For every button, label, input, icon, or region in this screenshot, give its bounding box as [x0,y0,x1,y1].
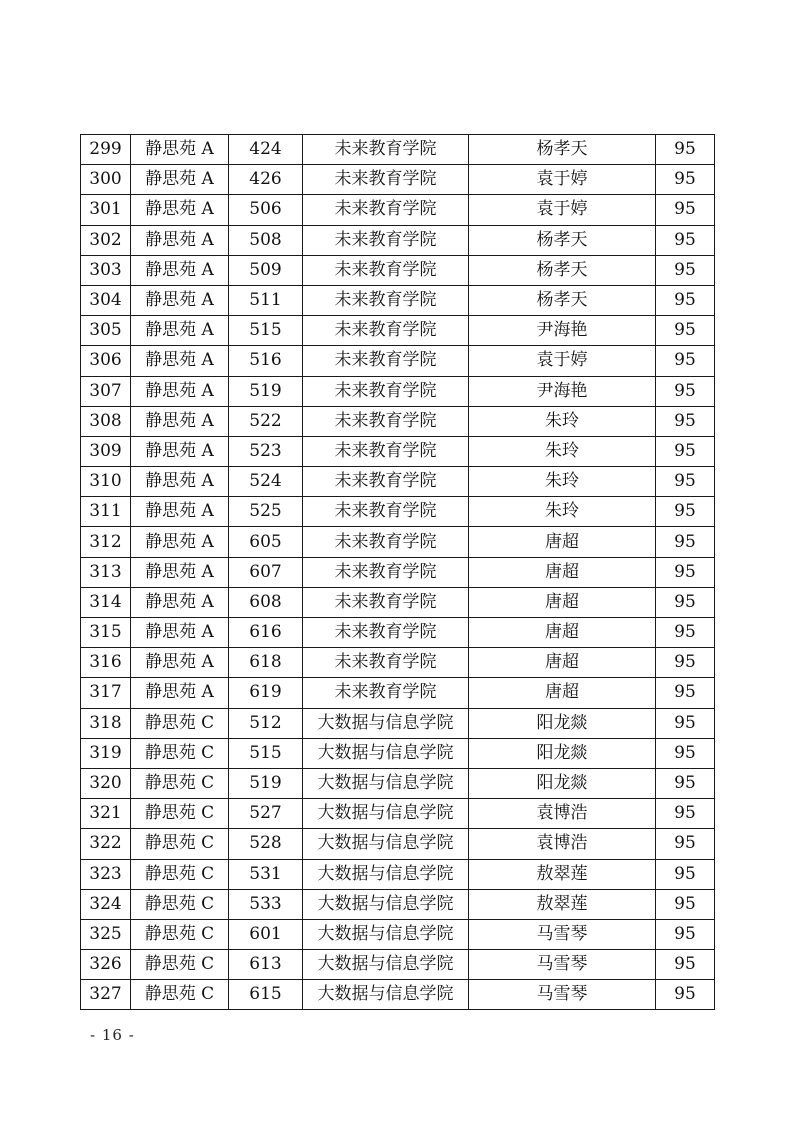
page-number: - 16 - [90,1026,135,1044]
row-number-cell: 302 [81,225,131,255]
table-row [81,919,715,949]
row-number-cell: 325 [81,919,131,949]
row-number-cell: 320 [81,768,131,798]
row-number-cell: 314 [81,587,131,617]
table-row [81,285,715,315]
score-cell: 95 [656,557,715,587]
score-cell: 95 [656,708,715,738]
row-number-cell: 319 [81,738,131,768]
staff-name-cell: 唐超 [469,618,656,648]
score-cell: 95 [656,285,715,315]
room-number-cell: 608 [229,587,303,617]
score-cell: 95 [656,406,715,436]
building-cell: 静思苑 C [131,829,229,859]
room-number-cell: 508 [229,225,303,255]
staff-name-cell: 袁博浩 [469,829,656,859]
staff-name-cell: 唐超 [469,527,656,557]
table-body [81,135,715,1010]
table-row [81,708,715,738]
room-number-cell: 516 [229,346,303,376]
building-cell: 静思苑 A [131,497,229,527]
college-cell: 未来教育学院 [303,557,469,587]
room-number-cell: 515 [229,316,303,346]
college-cell: 未来教育学院 [303,618,469,648]
room-number-cell: 426 [229,165,303,195]
building-cell: 静思苑 A [131,678,229,708]
college-cell: 未来教育学院 [303,497,469,527]
staff-name-cell: 袁于婷 [469,195,656,225]
college-cell: 大数据与信息学院 [303,738,469,768]
building-cell: 静思苑 C [131,738,229,768]
college-cell: 大数据与信息学院 [303,799,469,829]
room-number-cell: 519 [229,376,303,406]
staff-name-cell: 敖翠莲 [469,889,656,919]
college-cell: 未来教育学院 [303,648,469,678]
row-number-cell: 299 [81,135,131,165]
table-row [81,467,715,497]
staff-name-cell: 马雪琴 [469,919,656,949]
table-row [81,980,715,1010]
building-cell: 静思苑 A [131,255,229,285]
college-cell: 大数据与信息学院 [303,768,469,798]
college-cell: 未来教育学院 [303,406,469,436]
staff-name-cell: 阳龙燚 [469,708,656,738]
score-cell: 95 [656,768,715,798]
score-cell: 95 [656,919,715,949]
score-cell: 95 [656,195,715,225]
row-number-cell: 318 [81,708,131,738]
table-row [81,497,715,527]
score-cell: 95 [656,165,715,195]
room-number-cell: 528 [229,829,303,859]
row-number-cell: 309 [81,436,131,466]
score-cell: 95 [656,799,715,829]
table-row [81,376,715,406]
staff-name-cell: 阳龙燚 [469,768,656,798]
dormitory-score-table [80,134,715,1010]
room-number-cell: 519 [229,768,303,798]
building-cell: 静思苑 A [131,527,229,557]
table-row [81,618,715,648]
score-cell: 95 [656,346,715,376]
college-cell: 未来教育学院 [303,165,469,195]
row-number-cell: 326 [81,950,131,980]
staff-name-cell: 唐超 [469,557,656,587]
row-number-cell: 311 [81,497,131,527]
table-row [81,829,715,859]
row-number-cell: 323 [81,859,131,889]
room-number-cell: 515 [229,738,303,768]
staff-name-cell: 唐超 [469,678,656,708]
table-row [81,648,715,678]
table-row [81,859,715,889]
table-row [81,225,715,255]
building-cell: 静思苑 A [131,376,229,406]
staff-name-cell: 阳龙燚 [469,738,656,768]
score-cell: 95 [656,950,715,980]
college-cell: 未来教育学院 [303,376,469,406]
college-cell: 未来教育学院 [303,316,469,346]
table-row [81,768,715,798]
score-cell: 95 [656,738,715,768]
building-cell: 静思苑 C [131,768,229,798]
building-cell: 静思苑 A [131,346,229,376]
score-cell: 95 [656,467,715,497]
building-cell: 静思苑 A [131,406,229,436]
college-cell: 未来教育学院 [303,678,469,708]
room-number-cell: 531 [229,859,303,889]
score-cell: 95 [656,829,715,859]
building-cell: 静思苑 A [131,557,229,587]
room-number-cell: 618 [229,648,303,678]
staff-name-cell: 袁博浩 [469,799,656,829]
row-number-cell: 308 [81,406,131,436]
building-cell: 静思苑 A [131,648,229,678]
college-cell: 未来教育学院 [303,195,469,225]
row-number-cell: 307 [81,376,131,406]
room-number-cell: 601 [229,919,303,949]
row-number-cell: 324 [81,889,131,919]
score-cell: 95 [656,316,715,346]
staff-name-cell: 马雪琴 [469,980,656,1010]
college-cell: 未来教育学院 [303,436,469,466]
building-cell: 静思苑 A [131,195,229,225]
college-cell: 未来教育学院 [303,285,469,315]
college-cell: 未来教育学院 [303,527,469,557]
staff-name-cell: 朱玲 [469,497,656,527]
staff-name-cell: 朱玲 [469,467,656,497]
room-number-cell: 615 [229,980,303,1010]
row-number-cell: 300 [81,165,131,195]
college-cell: 未来教育学院 [303,135,469,165]
staff-name-cell: 尹海艳 [469,316,656,346]
staff-name-cell: 朱玲 [469,436,656,466]
room-number-cell: 527 [229,799,303,829]
room-number-cell: 619 [229,678,303,708]
staff-name-cell: 马雪琴 [469,950,656,980]
room-number-cell: 613 [229,950,303,980]
building-cell: 静思苑 A [131,618,229,648]
room-number-cell: 522 [229,406,303,436]
row-number-cell: 310 [81,467,131,497]
table-row [81,346,715,376]
college-cell: 大数据与信息学院 [303,980,469,1010]
row-number-cell: 317 [81,678,131,708]
score-cell: 95 [656,135,715,165]
table-row [81,255,715,285]
row-number-cell: 306 [81,346,131,376]
room-number-cell: 511 [229,285,303,315]
score-cell: 95 [656,527,715,557]
staff-name-cell: 唐超 [469,587,656,617]
staff-name-cell: 杨孝天 [469,225,656,255]
staff-name-cell: 袁于婷 [469,346,656,376]
score-cell: 95 [656,225,715,255]
score-cell: 95 [656,436,715,466]
row-number-cell: 303 [81,255,131,285]
college-cell: 未来教育学院 [303,225,469,255]
row-number-cell: 312 [81,527,131,557]
building-cell: 静思苑 A [131,135,229,165]
row-number-cell: 304 [81,285,131,315]
building-cell: 静思苑 A [131,225,229,255]
score-cell: 95 [656,859,715,889]
college-cell: 未来教育学院 [303,467,469,497]
score-cell: 95 [656,497,715,527]
college-cell: 大数据与信息学院 [303,889,469,919]
college-cell: 未来教育学院 [303,346,469,376]
table-row [81,557,715,587]
room-number-cell: 524 [229,467,303,497]
score-cell: 95 [656,889,715,919]
college-cell: 未来教育学院 [303,255,469,285]
college-cell: 大数据与信息学院 [303,708,469,738]
building-cell: 静思苑 C [131,980,229,1010]
building-cell: 静思苑 C [131,859,229,889]
score-cell: 95 [656,980,715,1010]
row-number-cell: 316 [81,648,131,678]
row-number-cell: 305 [81,316,131,346]
score-cell: 95 [656,618,715,648]
building-cell: 静思苑 A [131,436,229,466]
building-cell: 静思苑 C [131,708,229,738]
row-number-cell: 327 [81,980,131,1010]
score-cell: 95 [656,587,715,617]
table-row [81,950,715,980]
table-row [81,738,715,768]
room-number-cell: 525 [229,497,303,527]
score-cell: 95 [656,255,715,285]
building-cell: 静思苑 A [131,285,229,315]
staff-name-cell: 尹海艳 [469,376,656,406]
row-number-cell: 301 [81,195,131,225]
room-number-cell: 523 [229,436,303,466]
building-cell: 静思苑 A [131,467,229,497]
table-row [81,587,715,617]
staff-name-cell: 朱玲 [469,406,656,436]
score-cell: 95 [656,648,715,678]
room-number-cell: 424 [229,135,303,165]
room-number-cell: 607 [229,557,303,587]
room-number-cell: 512 [229,708,303,738]
room-number-cell: 605 [229,527,303,557]
staff-name-cell: 杨孝天 [469,135,656,165]
row-number-cell: 322 [81,829,131,859]
building-cell: 静思苑 A [131,316,229,346]
room-number-cell: 533 [229,889,303,919]
college-cell: 大数据与信息学院 [303,919,469,949]
building-cell: 静思苑 A [131,587,229,617]
building-cell: 静思苑 C [131,950,229,980]
building-cell: 静思苑 C [131,889,229,919]
staff-name-cell: 敖翠莲 [469,859,656,889]
table-row [81,195,715,225]
building-cell: 静思苑 C [131,799,229,829]
table-row [81,316,715,346]
college-cell: 大数据与信息学院 [303,950,469,980]
room-number-cell: 616 [229,618,303,648]
staff-name-cell: 杨孝天 [469,285,656,315]
table-row [81,436,715,466]
building-cell: 静思苑 A [131,165,229,195]
room-number-cell: 506 [229,195,303,225]
college-cell: 大数据与信息学院 [303,859,469,889]
staff-name-cell: 唐超 [469,648,656,678]
staff-name-cell: 杨孝天 [469,255,656,285]
score-cell: 95 [656,678,715,708]
table-row [81,799,715,829]
staff-name-cell: 袁于婷 [469,165,656,195]
room-number-cell: 509 [229,255,303,285]
college-cell: 大数据与信息学院 [303,829,469,859]
row-number-cell: 315 [81,618,131,648]
table-row [81,135,715,165]
table-row [81,889,715,919]
row-number-cell: 321 [81,799,131,829]
score-cell: 95 [656,376,715,406]
table-row [81,406,715,436]
table-row [81,527,715,557]
building-cell: 静思苑 C [131,919,229,949]
table-row [81,678,715,708]
table-row [81,165,715,195]
college-cell: 未来教育学院 [303,587,469,617]
row-number-cell: 313 [81,557,131,587]
